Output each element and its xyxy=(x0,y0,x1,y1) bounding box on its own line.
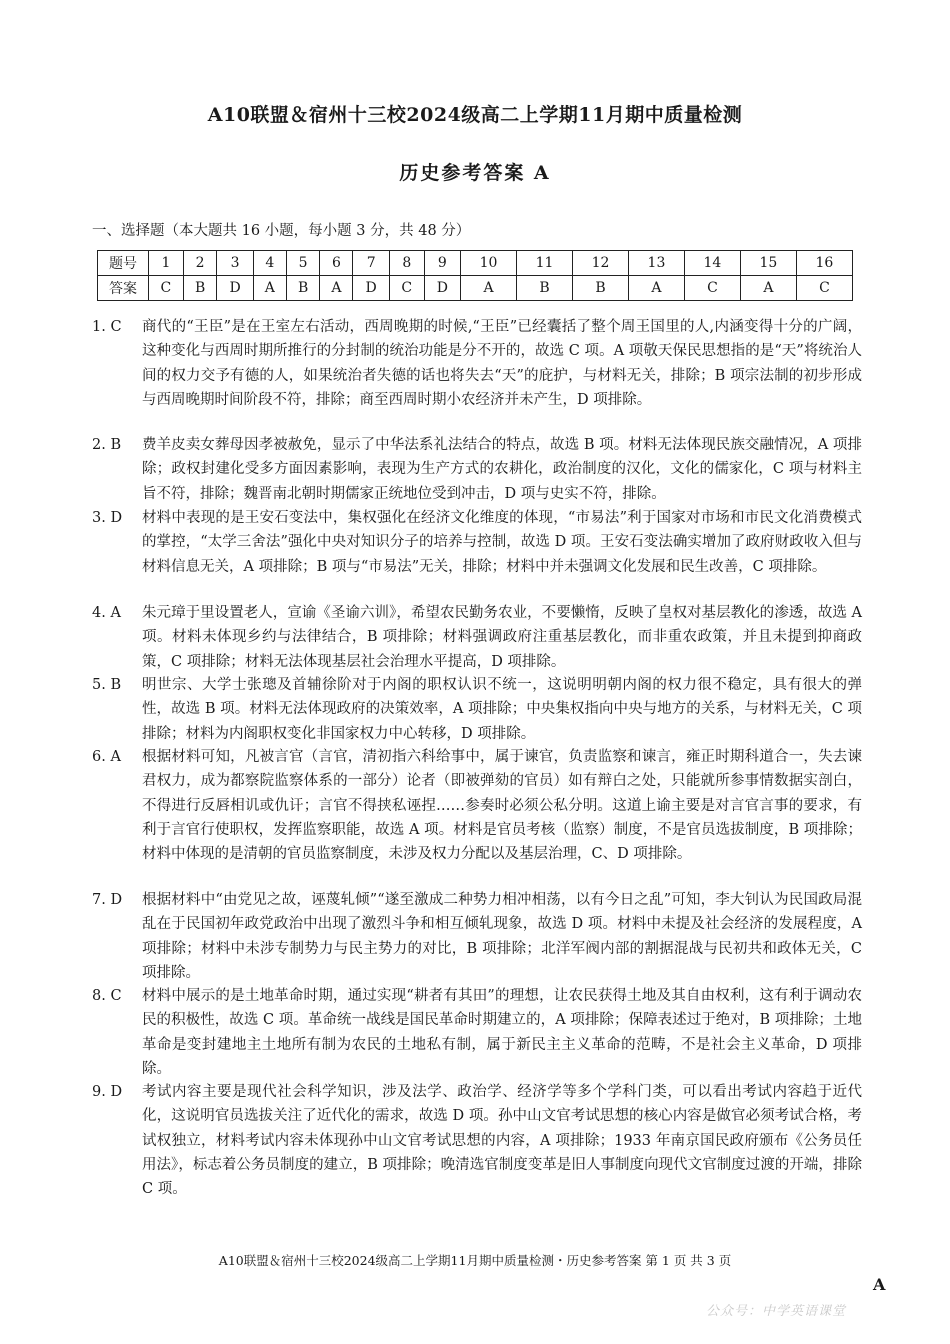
question-number: 13 xyxy=(628,251,684,276)
answer-choice: C xyxy=(684,276,740,301)
answer-choice: A xyxy=(253,276,286,301)
question-number: 16 xyxy=(796,251,852,276)
explanation-item xyxy=(92,315,862,412)
answer-choice: A xyxy=(320,276,353,301)
explanation-text: 根据材料可知，凡被言官（言官，清初指六科给事中，属于谏官，负责监察和谏言，雍正时期科道合一，失去谏君权力，成为都察院监察体系的一部分）论者（即被弹劾的官员）如有辩白之处，只能就所参事情数据实剖白，不得进行反唇相讥或仇讦；言官不得挟私诬捏……参奏时必须公私分明。这道上谕主要是对言官言事的要求，有利于言官行使职权，发挥监察职能，故选 A 项。材料是官员考核（监察）制度，不是官员选拔制度，B 项排除；材料中体现的是清朝的官员监察制度，未涉及权力分配以及基层治理，C、D 项排除。 xyxy=(142,749,862,863)
question-number: 2 xyxy=(183,251,217,276)
explanation-item xyxy=(92,506,862,579)
explanation-item xyxy=(92,745,862,866)
explanation-item xyxy=(92,1080,862,1201)
explanation-text: 材料中表现的是王安石变法中，集权强化在经济文化维度的体现，“市易法”利于国家对市场和市民文化消费模式的掌控，“太学三舍法”强化中央对知识分子的培养与控制，故选 D 项。王安石变法确实增加了政府财政收入但与材料信息无关，A 项排除；B 项与“市易法”无关，排除；材料中并未强调文化发展和民生改善，C 项排除。 xyxy=(142,510,862,575)
explanation-item xyxy=(92,601,862,674)
explanation-text: 商代的“王臣”是在王室左右活动，西周晚期的时候,“王臣”已经囊括了整个周王国里的人,内涵变得十分的广阔，这种变化与西周时期所推行的分封制的统治功能是分不开的，故选 C 项。A 项敬天保民思想指的是“天”将统治人间的权力交予有德的人，如果统治者失德的话也将失去“天”的庇护，与材料无关，排除；B 项宗法制的初步形成与西周晚期时间阶段不符，排除；商至西周时期小农经济并未产生，D 项排除。 xyxy=(142,319,862,408)
explanation-number: 8. C xyxy=(92,988,122,1004)
question-number: 15 xyxy=(740,251,796,276)
answer-choice: C xyxy=(389,276,424,301)
document-title: A10联盟＆宿州十三校2024级高二上学期11月期中质量检测 xyxy=(207,104,743,126)
section-heading: 一、选择题（本大题共 16 小题，每小题 3 分，共 48 分） xyxy=(92,223,471,239)
explanation-item xyxy=(92,888,862,985)
explanation-text: 费羊皮卖女葬母因孝被赦免，显示了中华法系礼法结合的特点，故选 B 项。材料无法体现民族交融情况，A 项排除；政权封建化受多方面因素影响，表现为生产方式的农耕化，政治制度的汉化，文化的儒家化，C 项与材料主旨不符，排除；魏晋南北朝时期儒家正统地位受到冲击，D 项与史实不符，排除。 xyxy=(142,437,862,502)
answer-table xyxy=(97,250,853,301)
question-number: 4 xyxy=(253,251,286,276)
explanation-item xyxy=(92,984,862,1081)
explanation-number: 2. B xyxy=(92,437,122,453)
explanation-item xyxy=(92,433,862,506)
page-footer: A10联盟＆宿州十三校2024级高二上学期11月期中质量检测・历史参考答案 第 1 页 共 3 页 xyxy=(218,1253,732,1268)
question-number: 9 xyxy=(424,251,460,276)
question-number: 11 xyxy=(517,251,573,276)
answer-choice: D xyxy=(353,276,389,301)
answer-choice: D xyxy=(217,276,253,301)
explanation-number: 9. D xyxy=(92,1084,123,1100)
answer-choice: B xyxy=(517,276,573,301)
explanation-number: 6. A xyxy=(92,749,121,765)
answer-choice: A xyxy=(740,276,796,301)
question-number: 8 xyxy=(389,251,424,276)
question-number: 14 xyxy=(684,251,740,276)
explanation-text: 明世宗、大学士张璁及首辅徐阶对于内阁的职权认识不统一，这说明明朝内阁的权力很不稳定，具有很大的弹性，故选 B 项。材料无法体现政府的决策效率，A 项排除；中央集权指向中央与地方的关系，与材料无关，C 项排除；材料为内阁职权变化非国家权力中心转移，D 项排除。 xyxy=(142,677,862,742)
row-label-answers: 答案 xyxy=(98,276,149,301)
version-mark: A xyxy=(873,1275,886,1294)
answer-choice: C xyxy=(149,276,184,301)
question-number: 12 xyxy=(573,251,629,276)
answer-choice: A xyxy=(628,276,684,301)
answer-table-number-row xyxy=(98,251,853,276)
answer-choice: B xyxy=(183,276,217,301)
explanation-number: 7. D xyxy=(92,892,123,908)
answer-choice: B xyxy=(286,276,320,301)
question-number: 7 xyxy=(353,251,389,276)
explanation-text: 材料中展示的是土地革命时期，通过实现“耕者有其田”的理想，让农民获得土地及其自由权利，这有利于调动农民的积极性，故选 C 项。革命统一战线是国民革命时期建立的，A 项排除；保障表述过于绝对，B 项排除；土地革命是变封建地主土地所有制为农民的土地私有制，属于新民主主义革命的范畴，不是社会主义革命，D 项排除。 xyxy=(142,988,862,1077)
explanation-number: 5. B xyxy=(92,677,122,693)
explanation-text: 朱元璋于里设置老人，宣谕《圣谕六训》，希望农民勤务农业，不要懒惰，反映了皇权对基层教化的渗透，故选 A 项。材料未体现乡约与法律结合，B 项排除；材料强调政府注重基层教化，而非重农政策，并且未提到抑商政策，C 项排除；材料无法体现基层社会治理水平提高，D 项排除。 xyxy=(142,605,862,670)
question-number: 5 xyxy=(286,251,320,276)
document-subtitle: 历史参考答案 A xyxy=(399,162,551,184)
question-number: 3 xyxy=(217,251,253,276)
explanation-item xyxy=(92,673,862,746)
answer-choice: B xyxy=(573,276,629,301)
answer-choice: C xyxy=(796,276,852,301)
answer-choice: A xyxy=(461,276,517,301)
explanation-number: 3. D xyxy=(92,510,123,526)
watermark-text: 公众号：中学英语课堂 xyxy=(706,1304,847,1319)
explanation-number: 4. A xyxy=(92,605,121,621)
question-number: 6 xyxy=(320,251,353,276)
answer-choice: D xyxy=(424,276,460,301)
question-number: 1 xyxy=(149,251,184,276)
explanation-text: 考试内容主要是现代社会科学知识，涉及法学、政治学、经济学等多个学科门类，可以看出考试内容趋于近代化，这说明官员选拔关注了近代化的需求，故选 D 项。孙中山文官考试思想的核心内容是做官必须考试合格，考试权独立，材料考试内容未体现孙中山文官考试思想的内容，A 项排除；1933 年南京国民政府颁布《公务员任用法》，标志着公务员制度的建立，B 项排除；晚清选官制度变革是旧人事制度向现代文官制度过渡的开端，排除 C 项。 xyxy=(142,1084,862,1198)
explanation-text: 根据材料中“由党见之故，诬蔑轧倾”“遂至激成二种势力相冲相荡，以有今日之乱”可知，李大钊认为民国政局混乱在于民国初年政党政治中出现了激烈斗争和相互倾轧现象，故选 D 项。材料中未提及社会经济的发展程度，A 项排除；材料中未涉专制势力与民主势力的对比，B 项排除；北洋军阀内部的割据混战与民初共和政体无关，C 项排除。 xyxy=(142,892,862,981)
answer-table-answer-row xyxy=(98,276,853,301)
row-label-numbers: 题号 xyxy=(98,251,149,276)
explanation-number: 1. C xyxy=(92,319,122,335)
question-number: 10 xyxy=(461,251,517,276)
